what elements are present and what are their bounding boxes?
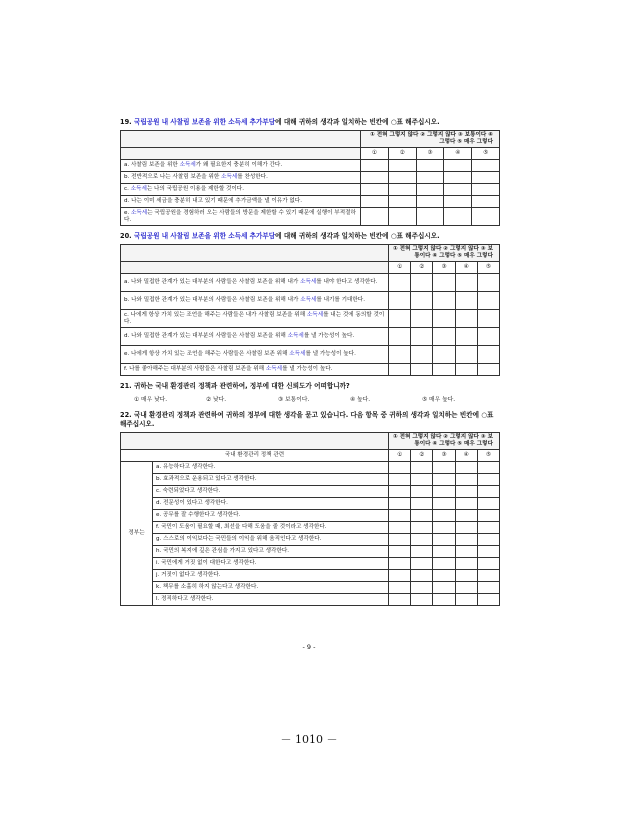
answer-cell[interactable] — [455, 274, 477, 292]
answer-cell[interactable] — [411, 570, 433, 582]
answer-cell[interactable] — [389, 570, 411, 582]
answer-cell[interactable] — [477, 462, 499, 474]
answer-cell[interactable] — [477, 570, 499, 582]
answer-cell[interactable] — [455, 364, 477, 376]
statement: j. 거짓이 없다고 생각한다. — [153, 570, 389, 582]
table-row — [121, 462, 500, 474]
statement: f. 나를 좋아해주는 대부분의 사람들은 사찰림 보존을 위해 소득세를 낼 가능성이 높다. — [121, 364, 389, 376]
answer-cell[interactable] — [455, 510, 477, 522]
scale-number: ① — [361, 148, 389, 160]
statement: g. 스스로의 이익보다는 국민들의 이익을 위해 움직인다고 생각한다. — [153, 534, 389, 546]
statement: l. 정직하다고 생각한다. — [153, 594, 389, 606]
question-20-table — [120, 244, 500, 376]
answer-cell[interactable] — [433, 570, 455, 582]
answer-cell[interactable] — [433, 522, 455, 534]
table-row — [121, 522, 500, 534]
answer-cell[interactable] — [389, 546, 411, 558]
answer-cell[interactable] — [433, 274, 455, 292]
scale-number: ② — [388, 148, 416, 160]
answer-cell[interactable] — [433, 364, 455, 376]
table-row — [121, 534, 500, 546]
answer-cell[interactable] — [411, 594, 433, 606]
answer-cell[interactable] — [444, 160, 472, 172]
answer-cell[interactable] — [477, 522, 499, 534]
survey-page — [120, 118, 500, 612]
statement: c. 소득세는 나의 국립공원 이용을 제한할 것이다. — [121, 184, 361, 196]
answer-cell[interactable] — [433, 462, 455, 474]
question-22-title: 22. 국내 환경관리 정책과 관련하여 귀하의 정부에 대한 생각을 묻고 있습니다. 다음 항목 중 귀하의 생각과 일치하는 빈칸에 ○표 해주십시오. — [120, 411, 494, 428]
answer-cell[interactable] — [433, 310, 455, 328]
answer-cell[interactable] — [389, 510, 411, 522]
answer-cell[interactable] — [389, 474, 411, 486]
option-4[interactable]: ④ 높다. — [350, 397, 371, 403]
statement: b. 효과적으로 운용되고 있다고 생각한다. — [153, 474, 389, 486]
answer-cell[interactable] — [455, 594, 477, 606]
answer-cell[interactable] — [411, 546, 433, 558]
answer-cell[interactable] — [389, 462, 411, 474]
statement: d. 전문성이 있다고 생각한다. — [153, 498, 389, 510]
answer-cell[interactable] — [433, 486, 455, 498]
question-21-options — [134, 394, 500, 403]
scale-number: ② — [411, 450, 433, 462]
statement: a. 사찰림 보존을 위한 소득세가 왜 필요한지 충분히 이해가 간다. — [121, 160, 361, 172]
scale-number: ② — [411, 262, 433, 274]
answer-cell[interactable] — [389, 310, 411, 328]
answer-cell[interactable] — [388, 160, 416, 172]
answer-cell[interactable] — [416, 208, 444, 226]
answer-cell[interactable] — [477, 328, 499, 346]
answer-cell[interactable] — [477, 534, 499, 546]
answer-cell[interactable] — [389, 274, 411, 292]
scale-number: ④ — [444, 148, 472, 160]
answer-cell[interactable] — [388, 208, 416, 226]
answer-cell[interactable] — [411, 582, 433, 594]
inner-page-number: - 9 - — [302, 643, 316, 651]
answer-cell[interactable] — [433, 292, 455, 310]
group-label: 정부는 — [121, 462, 153, 606]
answer-cell[interactable] — [444, 196, 472, 208]
answer-cell[interactable] — [472, 196, 500, 208]
answer-cell[interactable] — [416, 184, 444, 196]
answer-cell[interactable] — [455, 310, 477, 328]
answer-cell[interactable] — [477, 582, 499, 594]
scale-number: ① — [389, 450, 411, 462]
statement: e. 소득세는 국립공원을 경험하러 오는 사람들의 방문을 제한할 수 있기 때문에 실행이 부적절하다. — [121, 208, 361, 226]
answer-cell[interactable] — [411, 346, 433, 364]
answer-cell[interactable] — [455, 346, 477, 364]
answer-cell[interactable] — [361, 208, 389, 226]
answer-cell[interactable] — [411, 498, 433, 510]
question-20-title: 20. 국립공원 내 사찰림 보존을 위한 소득세 추가부담에 대해 귀하의 생각과 일치하는 빈칸에 ○표 해주십시오. — [120, 232, 440, 240]
scale-number: ④ — [455, 262, 477, 274]
table-row — [121, 510, 500, 522]
answer-cell[interactable] — [455, 522, 477, 534]
statement: e. 나에게 항상 가치 있는 조언을 해주는 사람들은 사찰림 보존 위해 소득세를 낼 가능성이 높다. — [121, 346, 389, 364]
answer-cell[interactable] — [433, 534, 455, 546]
answer-cell[interactable] — [411, 462, 433, 474]
answer-cell[interactable] — [411, 310, 433, 328]
scale-number: ③ — [416, 148, 444, 160]
answer-cell[interactable] — [361, 172, 389, 184]
scale-number: ① — [389, 262, 411, 274]
scale-header: ① 전혀 그렇지 않다 ② 그렇지 않다 ③ 보통이다 ④ 그렇다 ⑤ 매우 그렇다 — [389, 433, 500, 450]
table-row — [121, 594, 500, 606]
scale-header: ① 전혀 그렇지 않다 ② 그렇지 않다 ③ 보통이다 ④ 그렇다 ⑤ 매우 그렇다 — [361, 131, 500, 148]
answer-cell[interactable] — [477, 498, 499, 510]
answer-cell[interactable] — [389, 594, 411, 606]
table-row — [121, 546, 500, 558]
answer-cell[interactable] — [477, 594, 499, 606]
answer-cell[interactable] — [361, 184, 389, 196]
answer-cell[interactable] — [444, 208, 472, 226]
table-row — [121, 310, 500, 328]
answer-cell[interactable] — [477, 364, 499, 376]
answer-cell[interactable] — [388, 184, 416, 196]
table-row — [121, 184, 500, 196]
table-row — [121, 172, 500, 184]
answer-cell[interactable] — [472, 208, 500, 226]
answer-cell[interactable] — [411, 328, 433, 346]
scale-header: ① 전혀 그렇지 않다 ② 그렇지 않다 ③ 보통이다 ④ 그렇다 ⑤ 매우 그렇다 — [389, 245, 500, 262]
answer-cell[interactable] — [455, 534, 477, 546]
table-row — [121, 292, 500, 310]
question-19-table — [120, 130, 500, 226]
option-2[interactable]: ② 낮다. — [206, 397, 227, 403]
table-row — [121, 328, 500, 346]
question-19-title: 19. 국립공원 내 사찰림 보존을 위한 소득세 추가부담에 대해 귀하의 생각과 일치하는 빈칸에 ○표 해주십시오. — [120, 118, 440, 126]
answer-cell[interactable] — [411, 534, 433, 546]
statement: b. 나와 밀접한 관계가 있는 대부분의 사람들은 사찰림 보존을 위해 내가 소득세를 내기를 기대한다. — [121, 292, 389, 310]
answer-cell[interactable] — [388, 172, 416, 184]
option-3[interactable]: ③ 보통이다. — [278, 397, 310, 403]
answer-cell[interactable] — [361, 160, 389, 172]
category-header: 국내 환경관리 정책 관련 — [121, 450, 389, 462]
table-row — [121, 558, 500, 570]
answer-cell[interactable] — [389, 292, 411, 310]
table-row — [121, 570, 500, 582]
answer-cell[interactable] — [477, 510, 499, 522]
answer-cell[interactable] — [416, 196, 444, 208]
answer-cell[interactable] — [389, 328, 411, 346]
answer-cell[interactable] — [388, 196, 416, 208]
statement: a. 나와 밀접한 관계가 있는 대부분의 사람들은 사찰림 보존을 위해 내가 소득세를 내야 한다고 생각한다. — [121, 274, 389, 292]
answer-cell[interactable] — [389, 364, 411, 376]
answer-cell[interactable] — [411, 558, 433, 570]
question-22-table — [120, 432, 500, 606]
scale-number: ⑤ — [477, 450, 499, 462]
statement: f. 국민이 도움이 필요할 때, 최선을 다해 도움을 줄 것이라고 생각한다. — [153, 522, 389, 534]
answer-cell[interactable] — [477, 558, 499, 570]
statement: c. 나에게 항상 가치 있는 조언을 해주는 사람들은 내가 사찰림 보존을 위해 소득세를 내는 것에 동의할 것이다. — [121, 310, 389, 328]
answer-cell[interactable] — [444, 172, 472, 184]
answer-cell[interactable] — [361, 196, 389, 208]
answer-cell[interactable] — [411, 274, 433, 292]
answer-cell[interactable] — [433, 346, 455, 364]
answer-cell[interactable] — [389, 582, 411, 594]
answer-cell[interactable] — [433, 546, 455, 558]
answer-cell[interactable] — [477, 274, 499, 292]
table-row — [121, 582, 500, 594]
answer-cell[interactable] — [455, 558, 477, 570]
scale-number: ③ — [433, 450, 455, 462]
option-5[interactable]: ⑤ 매우 높다. — [422, 397, 456, 403]
answer-cell[interactable] — [433, 328, 455, 346]
answer-cell[interactable] — [477, 346, 499, 364]
answer-cell[interactable] — [455, 486, 477, 498]
table-row — [121, 498, 500, 510]
statement: d. 나는 이미 세금을 충분히 내고 있기 때문에 추가금액을 낼 이유가 없다. — [121, 196, 361, 208]
answer-cell[interactable] — [389, 522, 411, 534]
answer-cell[interactable] — [411, 292, 433, 310]
table-row — [121, 486, 500, 498]
answer-cell[interactable] — [455, 498, 477, 510]
statement: d. 나와 밀접한 관계가 있는 대부분의 사람들은 사찰림 보존을 위해 소득세를 낼 가능성이 높다. — [121, 328, 389, 346]
answer-cell[interactable] — [477, 486, 499, 498]
statement: c. 숙련되었다고 생각한다. — [153, 486, 389, 498]
answer-cell[interactable] — [389, 346, 411, 364]
table-row — [121, 346, 500, 364]
page-number: － 1010 － — [280, 733, 338, 746]
answer-cell[interactable] — [389, 486, 411, 498]
statement: i. 국민에게 거짓 없이 대한다고 생각한다. — [153, 558, 389, 570]
answer-cell[interactable] — [411, 522, 433, 534]
answer-cell[interactable] — [455, 582, 477, 594]
answer-cell[interactable] — [455, 328, 477, 346]
answer-cell[interactable] — [433, 498, 455, 510]
answer-cell[interactable] — [433, 594, 455, 606]
answer-cell[interactable] — [477, 474, 499, 486]
answer-cell[interactable] — [411, 486, 433, 498]
scale-number: ④ — [455, 450, 477, 462]
answer-cell[interactable] — [472, 160, 500, 172]
table-row — [121, 274, 500, 292]
answer-cell[interactable] — [444, 184, 472, 196]
statement: b. 전반적으로 나는 사찰림 보존을 위한 소득세를 찬성한다. — [121, 172, 361, 184]
answer-cell[interactable] — [477, 546, 499, 558]
answer-cell[interactable] — [455, 474, 477, 486]
answer-cell[interactable] — [416, 172, 444, 184]
statement: h. 국민의 복지에 깊은 관심을 가지고 있다고 생각한다. — [153, 546, 389, 558]
table-row — [121, 364, 500, 376]
answer-cell[interactable] — [477, 310, 499, 328]
answer-cell[interactable] — [389, 534, 411, 546]
answer-cell[interactable] — [472, 184, 500, 196]
answer-cell[interactable] — [455, 570, 477, 582]
answer-cell[interactable] — [389, 498, 411, 510]
answer-cell[interactable] — [433, 558, 455, 570]
statement: k. 책무를 소홀히 하지 않는다고 생각한다. — [153, 582, 389, 594]
answer-cell[interactable] — [433, 510, 455, 522]
table-row — [121, 474, 500, 486]
scale-number: ⑤ — [472, 148, 500, 160]
answer-cell[interactable] — [455, 292, 477, 310]
scale-number: ⑤ — [477, 262, 499, 274]
table-row — [121, 208, 500, 226]
answer-cell[interactable] — [455, 462, 477, 474]
statement: e. 공무를 잘 수행한다고 생각한다. — [153, 510, 389, 522]
answer-cell[interactable] — [455, 546, 477, 558]
answer-cell[interactable] — [472, 172, 500, 184]
question-21-title: 21. 귀하는 국내 환경관리 정책과 관련하여, 정부에 대한 신뢰도가 어떠합니까? — [120, 382, 350, 390]
table-row — [121, 196, 500, 208]
answer-cell[interactable] — [411, 364, 433, 376]
answer-cell[interactable] — [411, 474, 433, 486]
answer-cell[interactable] — [416, 160, 444, 172]
answer-cell[interactable] — [411, 510, 433, 522]
answer-cell[interactable] — [433, 582, 455, 594]
answer-cell[interactable] — [389, 558, 411, 570]
statement: a. 유능하다고 생각한다. — [153, 462, 389, 474]
table-row — [121, 160, 500, 172]
option-1[interactable]: ① 매우 낮다. — [134, 397, 168, 403]
answer-cell[interactable] — [477, 292, 499, 310]
scale-number: ③ — [433, 262, 455, 274]
answer-cell[interactable] — [433, 474, 455, 486]
